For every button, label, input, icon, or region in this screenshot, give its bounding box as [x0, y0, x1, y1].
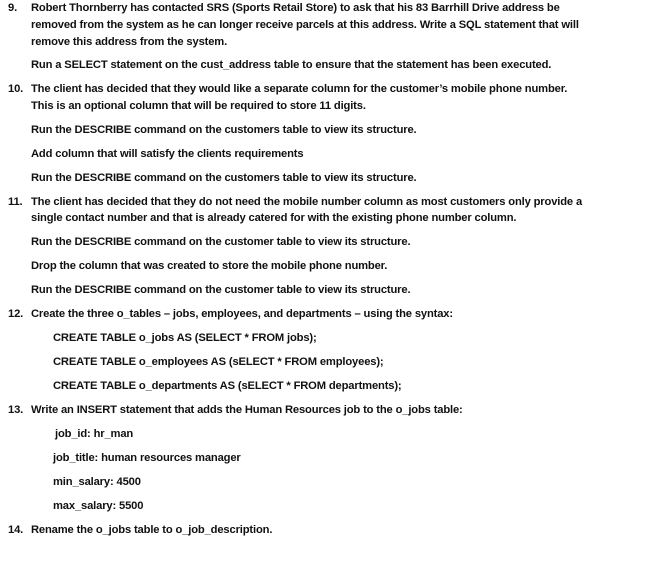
question-10-step-1: Run the DESCRIBE command on the customers table to view its structure.	[31, 124, 417, 136]
question-13-number: 13.	[8, 404, 24, 416]
question-13-field-max-salary: max_salary: 5500	[53, 500, 144, 512]
question-13-field-job-title: job_title: human resources manager	[53, 452, 241, 464]
question-11-number: 11.	[8, 196, 23, 208]
question-14-number: 14.	[8, 524, 24, 536]
question-9-text-line-1: Robert Thornberry has contacted SRS (Sports Retail Store) to ask that his 83 Barrhill Drive address be	[31, 2, 560, 14]
question-11-step-3: Run the DESCRIBE command on the customer table to view its structure.	[31, 284, 411, 296]
question-9-text-line-3: remove this address from the system.	[31, 36, 228, 48]
question-14-text-line-1: Rename the o_jobs table to o_job_description.	[31, 524, 273, 536]
question-12-code-line-2: CREATE TABLE o_employees AS (sELECT * FROM employees);	[53, 356, 384, 368]
question-13-field-job-id: job_id: hr_man	[55, 428, 134, 440]
question-11-text-line-2: single contact number and that is already catered for with the existing phone number column.	[31, 212, 517, 224]
question-11-step-1: Run the DESCRIBE command on the customer table to view its structure.	[31, 236, 411, 248]
question-12-code-line-1: CREATE TABLE o_jobs AS (SELECT * FROM jobs);	[53, 332, 317, 344]
question-10-step-3: Run the DESCRIBE command on the customers table to view its structure.	[31, 172, 417, 184]
question-10-text-line-2: This is an optional column that will be required to store 11 digits.	[31, 100, 366, 112]
question-12-number: 12.	[8, 308, 24, 320]
question-13-field-min-salary: min_salary: 4500	[53, 476, 141, 488]
question-10-text-line-1: The client has decided that they would like a separate column for the customer’s mobile phone number.	[31, 83, 568, 95]
question-9-text-line-2: removed from the system as he can longer receive parcels at this address. Write a SQL statement that will	[31, 19, 579, 31]
question-10-number: 10.	[8, 83, 24, 95]
question-12-text-line-1: Create the three o_tables – jobs, employees, and departments – using the syntax:	[31, 308, 453, 320]
question-9-step-1: Run a SELECT statement on the cust_address table to ensure that the statement has been executed.	[31, 59, 552, 71]
question-10-step-2: Add column that will satisfy the clients requirements	[31, 148, 304, 160]
question-9-number: 9.	[8, 2, 18, 14]
question-11-step-2: Drop the column that was created to store the mobile phone number.	[31, 260, 388, 272]
question-13-text-line-1: Write an INSERT statement that adds the Human Resources job to the o_jobs table:	[31, 404, 463, 416]
question-11-text-line-1: The client has decided that they do not need the mobile number column as most customers only provide a	[31, 196, 583, 208]
question-12-code-line-3: CREATE TABLE o_departments AS (sELECT * FROM departments);	[53, 380, 402, 392]
